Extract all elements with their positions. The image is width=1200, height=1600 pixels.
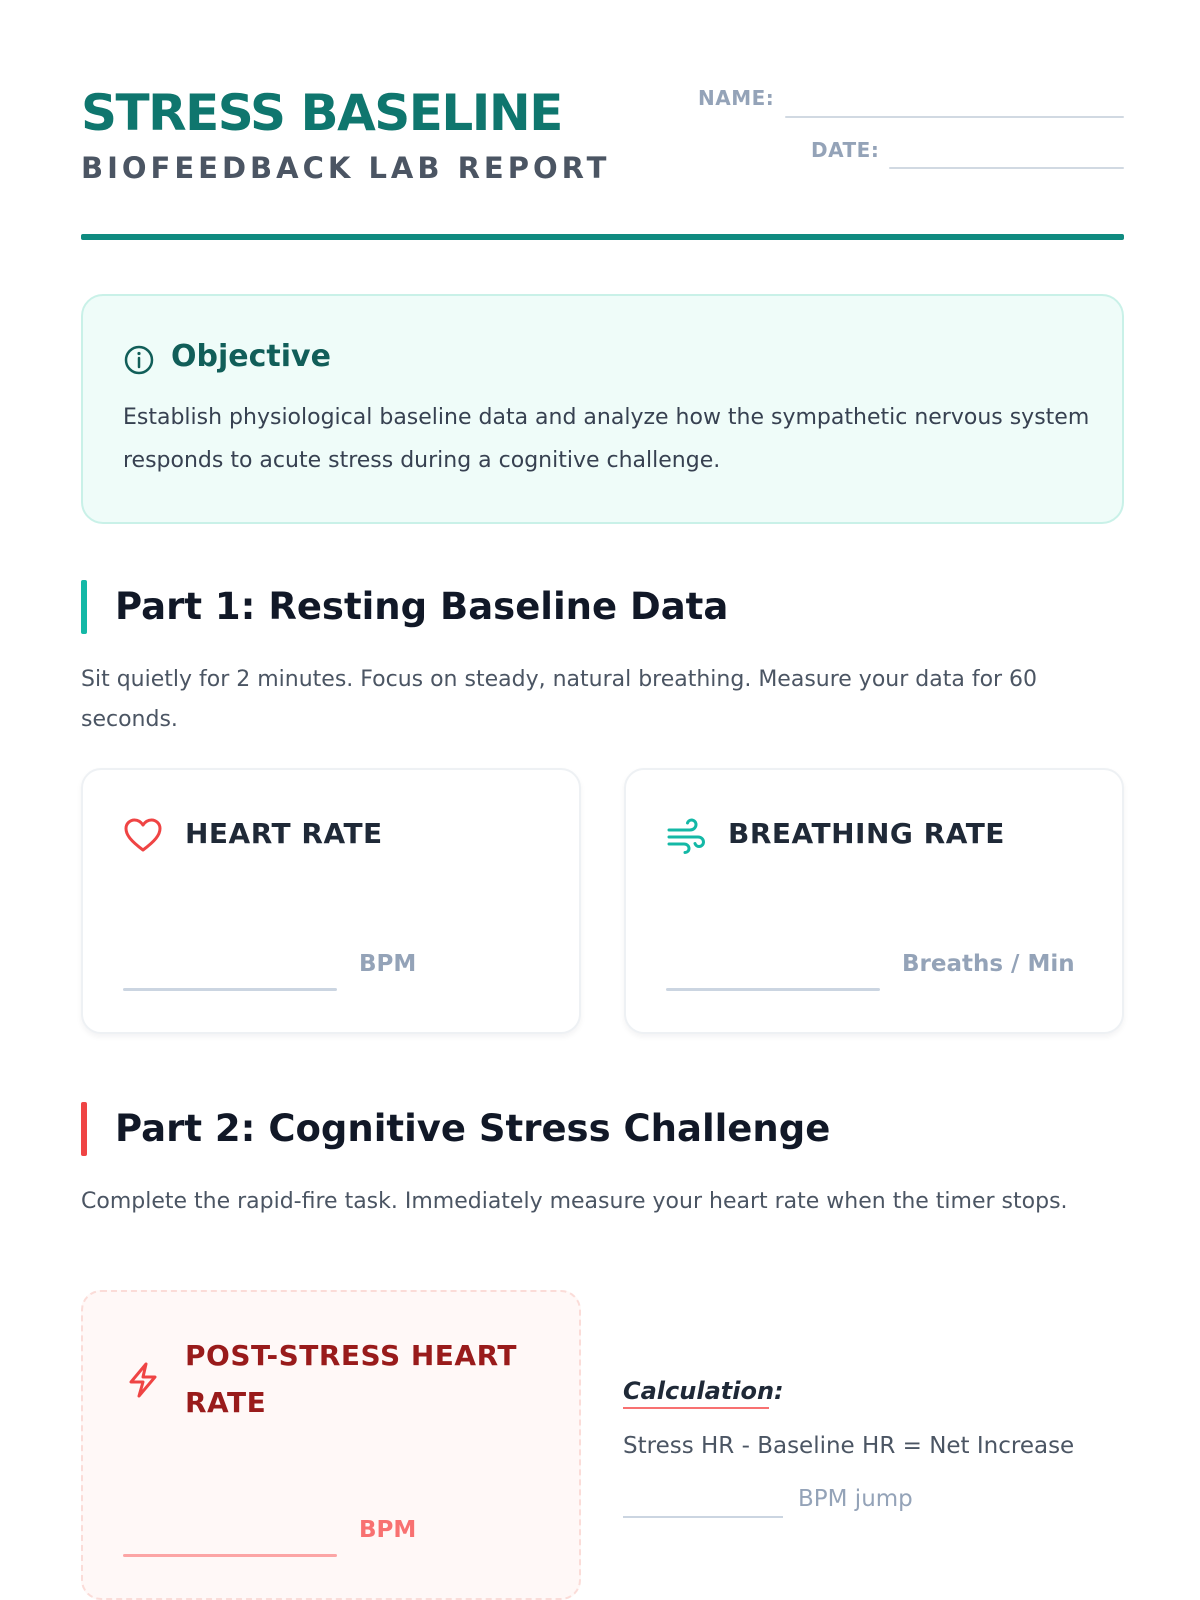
post-stress-input[interactable] xyxy=(123,1554,337,1557)
calculation-underline xyxy=(623,1407,769,1409)
calculation-label: Calculation: xyxy=(623,1377,784,1405)
calculation-formula: Stress HR - Baseline HR = Net Increase xyxy=(623,1433,1075,1459)
lightning-icon xyxy=(123,1360,163,1400)
net-increase-unit: BPM jump xyxy=(798,1486,913,1512)
date-label: DATE: xyxy=(811,138,880,162)
header-divider xyxy=(81,234,1124,240)
name-label: NAME: xyxy=(698,86,775,110)
breathing-rate-title: BREATHING RATE xyxy=(728,817,1005,850)
heart-rate-title: HEART RATE xyxy=(185,817,383,850)
post-stress-title: POST-STRESS HEART RATE xyxy=(185,1339,518,1419)
breathing-rate-unit: Breaths / Min xyxy=(902,951,1075,977)
objective-text: Establish physiological baseline data and analyze how the sympathetic nervous system responds to acute stress during a cognitive challenge. xyxy=(123,405,1090,473)
info-icon xyxy=(123,344,155,376)
breathing-rate-input[interactable] xyxy=(666,988,880,991)
part1-accent-bar xyxy=(81,580,87,634)
heart-rate-input[interactable] xyxy=(123,988,337,991)
post-stress-unit: BPM xyxy=(359,1517,417,1543)
post-stress-card xyxy=(81,1290,581,1600)
name-field[interactable] xyxy=(785,116,1124,118)
part2-accent-bar xyxy=(81,1102,87,1156)
lab-report-page xyxy=(81,0,1124,1600)
objective-title: Objective xyxy=(171,339,331,374)
part1-title: Part 1: Resting Baseline Data xyxy=(115,585,729,628)
heart-rate-card xyxy=(81,768,581,1034)
date-field[interactable] xyxy=(889,167,1124,169)
net-increase-input[interactable] xyxy=(623,1516,783,1518)
wind-icon xyxy=(666,816,706,856)
heart-rate-unit: BPM xyxy=(359,951,417,977)
objective-box xyxy=(81,294,1124,524)
breathing-rate-card xyxy=(624,768,1124,1034)
report-subtitle: BIOFEEDBACK LAB REPORT xyxy=(81,151,611,185)
report-title: STRESS BASELINE xyxy=(81,84,562,142)
part2-instructions: Complete the rapid-fire task. Immediately measure your heart rate when the timer stops. xyxy=(81,1189,1068,1214)
part2-title: Part 2: Cognitive Stress Challenge xyxy=(115,1107,831,1150)
part1-instructions: Sit quietly for 2 minutes. Focus on steady, natural breathing. Measure your data for 60 seconds. xyxy=(81,667,1038,732)
heart-icon xyxy=(123,816,163,856)
